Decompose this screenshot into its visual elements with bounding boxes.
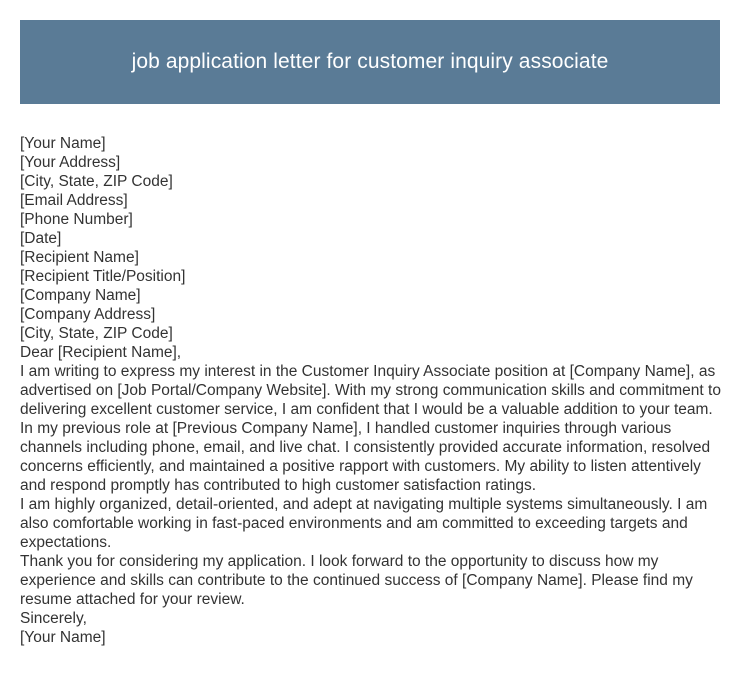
recipient-city-state-zip: [City, State, ZIP Code] [20, 325, 173, 342]
recipient-company-address: [Company Address] [20, 306, 156, 323]
sender-address: [Your Address] [20, 154, 121, 171]
paragraph-experience: In my previous role at [Previous Company Name], I handled customer inquiries through various channels including phone, email, and live chat. I consistently provided accurate information, resolved concerns efficiently, and maintained a positive rapport with customers. My ability to listen attentively and respond promptly has contributed to high customer satisfaction ratings. [20, 420, 711, 494]
paragraph-closing: Thank you for considering my application. I look forward to the opportunity to discuss how my experience and skills can contribute to the continued success of [Company Name]. Please find my resume attached for your review. [20, 553, 693, 608]
sender-email: [Email Address] [20, 192, 128, 209]
sender-name: [Your Name] [20, 135, 106, 152]
page-title: job application letter for customer inquiry associate [131, 50, 609, 73]
closing: Sincerely, [20, 610, 87, 627]
salutation: Dear [Recipient Name], [20, 344, 182, 361]
paragraph-intro: I am writing to express my interest in the Customer Inquiry Associate position at [Company Name], as advertised on [Job Portal/Company Website]. With my strong communication skills and commitment to delivering excellent customer service, I am confident that I would be a valuable addition to your team. [20, 363, 721, 418]
letter-date: [Date] [20, 230, 62, 247]
recipient-name: [Recipient Name] [20, 249, 139, 266]
sender-city-state-zip: [City, State, ZIP Code] [20, 173, 173, 190]
recipient-company: [Company Name] [20, 287, 141, 304]
paragraph-skills: I am highly organized, detail-oriented, and adept at navigating multiple systems simultaneously. I am also comfortable working in fast-paced environments and am committed to exceeding targets and expectations. [20, 496, 708, 551]
recipient-title: [Recipient Title/Position] [20, 268, 186, 285]
sender-phone: [Phone Number] [20, 211, 133, 228]
signature: [Your Name] [20, 629, 106, 646]
title-banner [20, 20, 720, 104]
letter-body [20, 134, 722, 647]
